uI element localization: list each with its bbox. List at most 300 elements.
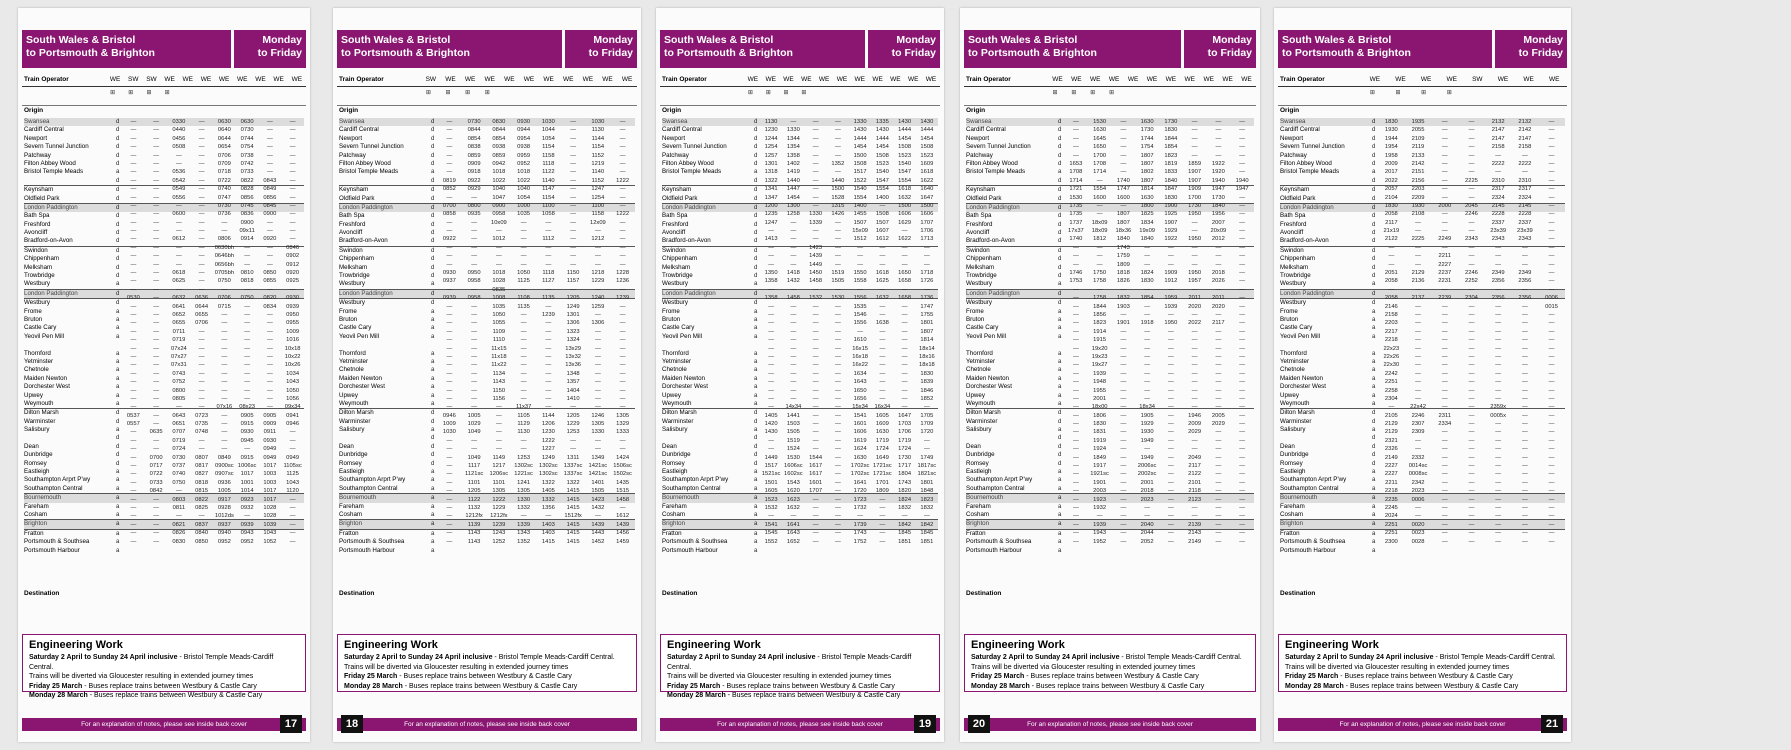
station-name: Chippenham: [1280, 255, 1316, 263]
station-name: Bath Spa: [1280, 212, 1306, 220]
station-name: Brighton: [662, 520, 686, 528]
departure-time: 1500: [920, 202, 934, 209]
departure-time: —: [289, 202, 296, 209]
departure-time: —: [244, 303, 251, 310]
departure-time: —: [812, 412, 819, 419]
arrive-depart-flag: a: [1372, 495, 1376, 502]
departure-time: —: [1495, 328, 1502, 335]
departure-time: —: [221, 395, 228, 402]
departure-time: —: [1239, 311, 1246, 318]
departure-time: 2300: [1384, 538, 1398, 545]
departure-time: —: [790, 395, 797, 402]
departure-time: —: [1548, 370, 1555, 377]
departure-time: —: [790, 513, 797, 520]
station-name: Southampton Central: [1280, 484, 1339, 492]
departure-time: —: [1441, 521, 1448, 528]
departure-time: 1435: [616, 479, 630, 486]
departure-time: 2058: [1384, 278, 1398, 285]
engineering-line-1-date: Saturday 2 April to Sunday 24 April inclusive: [667, 654, 816, 661]
departure-time: 0905: [263, 412, 277, 419]
departure-time: 1622: [898, 236, 912, 243]
departure-time: 1830: [1164, 127, 1178, 134]
arrive-depart-flag: a: [116, 308, 120, 315]
departure-time: 1925: [1164, 211, 1178, 218]
station-row: [662, 547, 938, 555]
station-name: Chippenham: [662, 255, 698, 263]
departure-time: —: [1468, 127, 1475, 134]
departure-time: 1403: [541, 530, 555, 537]
departure-time: 2203: [1384, 320, 1398, 327]
departure-time: —: [130, 404, 137, 411]
departure-time: —: [198, 202, 205, 209]
day-title: [1184, 30, 1256, 68]
station-name: Avoncliff: [966, 229, 990, 237]
arrive-depart-flag: a: [431, 384, 435, 391]
departure-time: 2317: [1518, 186, 1532, 193]
departure-time: 2057: [1384, 186, 1398, 193]
departure-time: —: [1167, 437, 1174, 444]
departure-time: —: [175, 244, 182, 251]
departure-time: —: [289, 429, 296, 436]
departure-time: —: [1441, 370, 1448, 377]
departure-time: —: [266, 135, 273, 142]
departure-time: 2249: [1438, 236, 1452, 243]
station-name: Dean: [662, 442, 677, 450]
arrive-depart-flag: d: [116, 127, 120, 134]
arrive-depart-flag: d: [754, 273, 758, 280]
departure-time: —: [198, 194, 205, 201]
route-line-2: to Portsmouth & Brighton: [968, 47, 1097, 59]
arrive-depart-flag: a: [1058, 400, 1062, 407]
departure-time: —: [198, 253, 205, 260]
arrive-depart-flag: a: [1372, 169, 1376, 176]
departure-time: 2343: [1518, 236, 1532, 243]
engineering-line-1-date: Saturday 2 April to Sunday 24 April inclusive: [29, 654, 178, 661]
departure-time: 19x23: [1091, 353, 1108, 360]
station-name: Yetminster: [339, 357, 369, 365]
engineering-line-1-date: Saturday 2 April to Sunday 24 April inclusive: [971, 654, 1120, 661]
arrive-depart-flag: a: [1372, 375, 1376, 382]
station-name: Bradford-on-Avon: [662, 237, 711, 245]
departure-time: —: [545, 395, 552, 402]
station-name: Yetminster: [662, 357, 692, 365]
departure-time: 0742: [240, 160, 254, 167]
departure-time: 1944: [1384, 135, 1398, 142]
departure-time: 0937: [442, 278, 456, 285]
arrive-depart-flag: a: [431, 325, 435, 332]
departure-time: 2251: [1384, 521, 1398, 528]
station-name: Patchway: [1280, 151, 1307, 159]
departure-time: —: [619, 303, 626, 310]
departure-time: —: [266, 127, 273, 134]
departure-time: 1930: [1411, 202, 1425, 209]
departure-time: —: [289, 152, 296, 159]
departure-time: 1606: [920, 211, 934, 218]
departure-time: 0854: [492, 135, 506, 142]
departure-time: —: [153, 504, 160, 511]
departure-time: —: [1120, 160, 1127, 167]
departure-time: —: [1072, 337, 1079, 344]
departure-time: 1641: [786, 521, 800, 528]
departure-time: 2055: [1411, 127, 1425, 134]
departure-time: 1907: [1164, 219, 1178, 226]
departure-time: —: [1120, 370, 1127, 377]
departure-time: 1802: [1140, 169, 1154, 176]
notes-footer: [22, 718, 306, 731]
departure-time: 1349: [591, 454, 605, 461]
arrive-depart-flag: a: [1372, 281, 1376, 288]
station-name: Filton Abbey Wood: [1280, 159, 1332, 167]
arrive-depart-flag: a: [116, 469, 120, 476]
departure-time: —: [266, 119, 273, 125]
departure-time: —: [1548, 446, 1555, 453]
station-name: Melksham: [662, 263, 691, 271]
facility-icon: ⊞: [425, 90, 431, 96]
departure-time: —: [1239, 295, 1246, 302]
departure-time: 0949: [286, 454, 300, 461]
departure-time: —: [1191, 395, 1198, 402]
departure-time: 1823: [920, 496, 934, 503]
notes-footer: [964, 718, 1256, 731]
departure-time: —: [1468, 412, 1475, 419]
departure-time: 1415: [566, 530, 580, 537]
arrive-depart-flag: a: [431, 511, 435, 518]
arrive-depart-flag: d: [1372, 460, 1376, 467]
departure-time: 1830: [920, 370, 934, 377]
departure-time: —: [198, 261, 205, 268]
departure-time: —: [1215, 370, 1222, 377]
arrive-depart-flag: a: [1058, 308, 1062, 315]
departure-time: —: [901, 303, 908, 310]
station-name: Maiden Newton: [966, 374, 1009, 382]
arrive-depart-flag: d: [754, 230, 758, 237]
departure-time: 1306: [591, 320, 605, 327]
departure-time: —: [619, 353, 626, 360]
operator-codes: [106, 74, 306, 86]
departure-time: —: [768, 253, 775, 260]
departure-time: —: [619, 395, 626, 402]
departure-time: —: [619, 160, 626, 167]
departure-time: —: [1495, 513, 1502, 520]
departure-time: 0006: [1545, 295, 1559, 302]
departure-time: —: [570, 127, 577, 134]
departure-time: —: [1415, 504, 1421, 511]
departure-time: 0800: [172, 387, 186, 394]
departure-time: —: [1120, 353, 1127, 360]
departure-time: —: [1120, 379, 1127, 386]
departure-time: 1903: [1116, 303, 1130, 310]
departure-time: 0719: [172, 337, 186, 344]
departure-time: —: [1072, 370, 1079, 377]
departure-time: —: [1120, 513, 1127, 520]
facility-icon: ⊞: [445, 90, 451, 96]
departure-time: 1401: [591, 479, 605, 486]
departure-time: —: [619, 127, 626, 134]
departure-time: 0807: [195, 454, 209, 461]
engineering-work-title: Engineering Work: [29, 639, 123, 651]
departure-time: —: [495, 261, 502, 268]
arrive-depart-flag: d: [1058, 195, 1062, 202]
departure-time: —: [266, 404, 273, 411]
facility-icon: ⊞: [465, 90, 471, 96]
departure-time: —: [289, 437, 296, 444]
departure-time: 1801: [920, 320, 934, 327]
departure-time: 1022: [492, 177, 506, 184]
train-column: [1135, 118, 1159, 546]
departure-time: 0920: [263, 236, 277, 243]
departure-time: 0023: [1411, 530, 1425, 537]
departure-time: —: [495, 228, 502, 235]
departure-time: —: [1521, 538, 1528, 545]
departure-time: 1839: [920, 379, 934, 386]
departure-time: 1302sc: [539, 471, 558, 478]
departure-time: —: [619, 404, 626, 411]
station-name: Westbury: [1280, 280, 1307, 288]
departure-time: 2129: [1411, 270, 1425, 277]
departure-time: 2217: [1384, 328, 1398, 335]
departure-time: —: [495, 253, 502, 260]
station-name: Eastleigh: [1280, 468, 1306, 476]
departure-time: 1847: [1164, 186, 1178, 193]
departure-time: —: [130, 530, 137, 537]
station-name: London Paddington: [662, 289, 716, 297]
departure-time: 0942: [492, 160, 506, 167]
departure-time: —: [812, 119, 819, 125]
station-name: Severn Tunnel Junction: [24, 143, 89, 151]
departure-time: —: [1120, 412, 1127, 419]
departure-time: 2304: [1384, 395, 1398, 402]
departure-time: —: [1548, 504, 1555, 511]
departure-time: —: [570, 446, 577, 453]
departure-time: —: [594, 387, 601, 394]
departure-time: 1418: [786, 270, 800, 277]
departure-time: 2147: [1491, 127, 1505, 134]
departure-time: —: [619, 345, 626, 352]
departure-time: 1222: [492, 496, 506, 503]
arrive-depart-flag: a: [1058, 503, 1062, 510]
train-column: [236, 118, 259, 546]
departure-time: —: [471, 320, 478, 327]
departure-time: 1500: [831, 186, 845, 193]
operator-code: WE: [523, 76, 535, 83]
engineering-line-4-date: Monday 28 March: [29, 692, 88, 699]
departure-time: 1222: [616, 177, 630, 184]
departure-time: 2142: [1518, 127, 1532, 134]
train-column: [511, 118, 536, 546]
departure-time: 0838: [467, 144, 481, 151]
departure-time: 2324: [1491, 194, 1505, 201]
departure-time: 2324: [1518, 194, 1532, 201]
departure-time: —: [266, 219, 273, 226]
train-column: [1230, 118, 1254, 546]
departure-time: —: [1548, 320, 1555, 327]
departure-time: 0556: [172, 194, 186, 201]
arrive-depart-flag: d: [1058, 300, 1062, 307]
departure-time: 0922: [442, 236, 456, 243]
departure-time: 1017: [263, 496, 277, 503]
departure-time: —: [1120, 395, 1127, 402]
departure-time: —: [1167, 370, 1174, 377]
departure-time: —: [1072, 437, 1079, 444]
departure-time: 1605: [875, 412, 889, 419]
header: [22, 30, 306, 68]
operator-code: WE: [445, 76, 456, 83]
departure-time: —: [1191, 437, 1198, 444]
departure-time: —: [198, 219, 205, 226]
station-name: Bruton: [1280, 315, 1299, 323]
departure-time: 2101: [1188, 479, 1202, 486]
departure-time: —: [1215, 379, 1222, 386]
departure-time: —: [153, 236, 160, 243]
departure-time: —: [1468, 379, 1475, 386]
arrive-depart-flag: a: [431, 530, 435, 537]
departure-time: 2109: [1411, 135, 1425, 142]
departure-time: 2227: [1384, 471, 1398, 478]
departure-time: 07x16: [216, 404, 233, 411]
departure-time: —: [1548, 437, 1555, 444]
departure-time: —: [1167, 253, 1174, 260]
station-name: Trowbridge: [1280, 272, 1311, 280]
departure-time: 1901: [1116, 320, 1130, 327]
departure-time: —: [520, 446, 527, 453]
departure-time: —: [1072, 303, 1079, 310]
arrive-depart-flag: d: [1058, 290, 1062, 297]
notes-footer: [1278, 718, 1567, 731]
departure-time: —: [879, 362, 886, 369]
station-name: Melksham: [1280, 263, 1309, 271]
departure-time: —: [790, 337, 797, 344]
departure-time: —: [471, 362, 478, 369]
departure-time: —: [594, 261, 601, 268]
departure-time: 0542: [172, 177, 186, 184]
departure-time: 1430: [898, 119, 912, 125]
departure-time: —: [471, 228, 478, 235]
departure-time: 0825: [195, 504, 209, 511]
departure-time: 0618: [172, 270, 186, 277]
arrive-depart-flag: d: [431, 230, 435, 237]
departure-time: 0736: [217, 211, 231, 218]
engineering-line-3-text: - Buses replace trains between Westbury & Castle Cary: [1338, 673, 1513, 680]
departure-time: 1807: [1116, 211, 1130, 218]
departure-time: 1730: [1188, 202, 1202, 209]
departure-time: —: [812, 437, 819, 444]
departure-time: —: [1239, 504, 1246, 511]
departure-time: 0644: [217, 135, 231, 142]
departure-time: —: [1191, 286, 1198, 293]
departure-time: 07x31: [170, 362, 187, 369]
departure-time: —: [446, 437, 453, 444]
operator-code: WE: [836, 76, 848, 83]
departure-time: 1441: [786, 412, 800, 419]
station-name: Bruton: [339, 315, 358, 323]
departure-time: 0938: [492, 144, 506, 151]
departure-time: 1914: [1093, 328, 1107, 335]
arrive-depart-flag: d: [1372, 213, 1376, 220]
departure-time: 1840: [1211, 202, 1225, 209]
departure-time: 1824: [1140, 270, 1154, 277]
station-name: Thornford: [339, 349, 366, 357]
departure-time: 1018: [517, 169, 531, 176]
departure-time: 1439: [591, 521, 605, 528]
departure-time: —: [153, 328, 160, 335]
arrive-depart-flag: d: [116, 221, 120, 228]
arrive-depart-flag: a: [754, 469, 758, 476]
departure-time: 1950: [1188, 236, 1202, 243]
departure-time: —: [619, 328, 626, 335]
departure-time: —: [1521, 404, 1528, 411]
departure-time: —: [1144, 286, 1151, 293]
arrive-depart-flag: d: [754, 256, 758, 263]
station-name: Freshford: [1280, 220, 1307, 228]
station-name: Chetnole: [1280, 366, 1305, 374]
departure-time: —: [1495, 303, 1502, 310]
departure-time: 1130: [591, 127, 605, 134]
departure-time: 2145: [1491, 202, 1505, 209]
departure-time: —: [1441, 538, 1448, 545]
departure-time: —: [1239, 479, 1246, 486]
departure-time: 1039: [263, 521, 277, 528]
departure-time: 0819: [442, 177, 456, 184]
station-name: Frome: [662, 307, 680, 315]
departure-time: —: [1468, 463, 1475, 470]
departure-time: —: [244, 362, 251, 369]
departure-time: —: [1548, 194, 1555, 201]
arrive-depart-flag: d: [1372, 443, 1376, 450]
engineering-work-box: [22, 634, 306, 699]
arrive-depart-flag: a: [116, 547, 120, 554]
departure-time: 2002sc: [1137, 471, 1157, 478]
departure-time: —: [198, 513, 205, 520]
arrive-depart-flag: a: [1372, 547, 1376, 554]
arrive-depart-flag: d: [1372, 452, 1376, 459]
day-line-2: to Friday: [257, 47, 302, 59]
departure-time: —: [1167, 479, 1174, 486]
departure-time: 1622: [920, 177, 934, 184]
departure-time: 12x09: [589, 219, 606, 226]
departure-time: —: [834, 337, 841, 344]
departure-time: —: [812, 286, 819, 293]
departure-time: 0632: [172, 295, 186, 302]
arrive-depart-flag: a: [1372, 503, 1376, 510]
departure-time: —: [266, 353, 273, 360]
arrive-depart-flag: d: [754, 135, 758, 142]
station-name: Oldfield Park: [1280, 194, 1316, 202]
departure-time: —: [1548, 152, 1555, 159]
departure-time: 2231: [1438, 278, 1452, 285]
departure-time: 0700: [442, 202, 456, 209]
departure-time: —: [1548, 538, 1555, 545]
arrive-depart-flag: a: [754, 384, 758, 391]
departure-time: 1707: [809, 488, 823, 495]
departure-time: —: [130, 521, 137, 528]
departure-time: 1718: [920, 270, 934, 277]
departure-time: —: [130, 311, 137, 318]
departure-time: 22x42: [1410, 404, 1426, 411]
station-name: Romsey: [1280, 459, 1303, 467]
departure-time: 1736: [920, 295, 934, 302]
departure-time: —: [1215, 328, 1222, 335]
departure-time: —: [812, 177, 819, 184]
departure-time: 1424: [616, 454, 630, 461]
departure-time: 1358: [786, 152, 800, 159]
station-name: Freshford: [966, 220, 993, 228]
departure-time: —: [812, 504, 819, 511]
departure-time: 1901: [1093, 479, 1107, 486]
departure-time: —: [570, 253, 577, 260]
departure-time: —: [446, 454, 453, 461]
departure-time: 1845: [898, 530, 912, 537]
departure-time: 1117: [468, 463, 481, 470]
